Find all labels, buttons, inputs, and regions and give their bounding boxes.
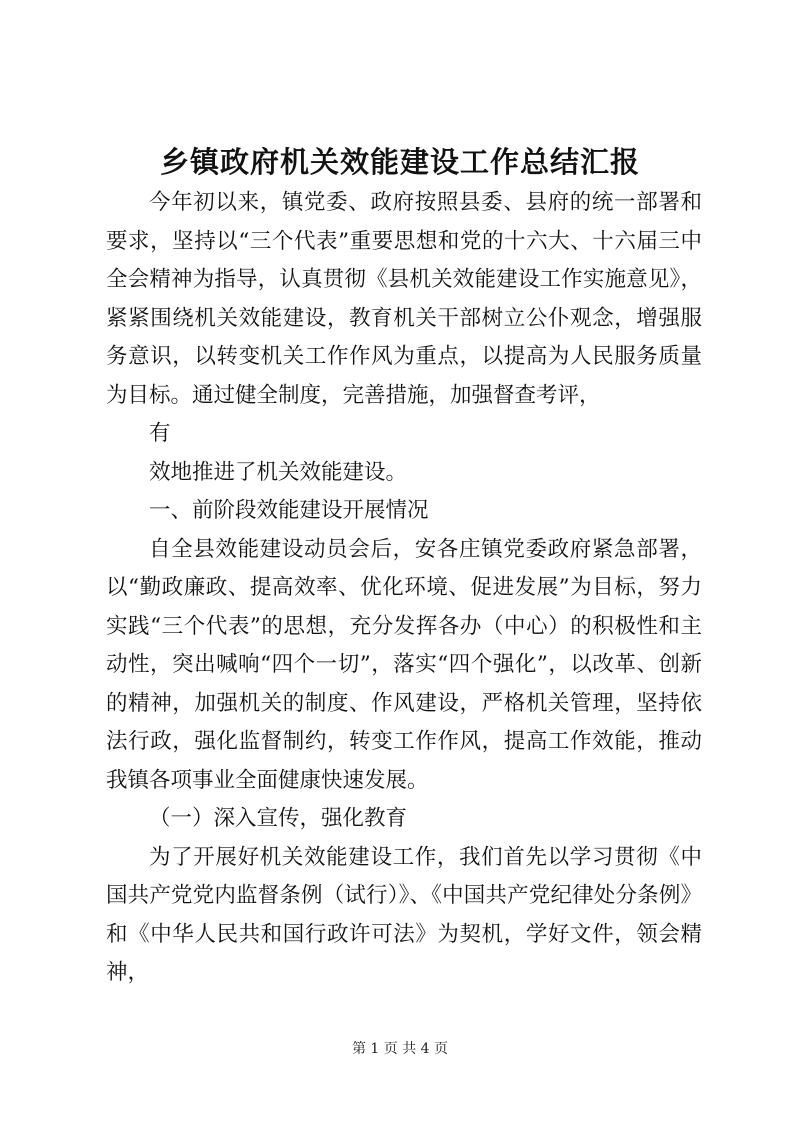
paragraph-subsection-1: 为了开展好机关效能建设工作，我们首先以学习贯彻《中国共产党党内监督条例（试行）》、《中国共产党纪律处分条例》和《中华人民共和国行政许可法》为契机，学好文件，领会精神， bbox=[106, 844, 702, 985]
paragraph-section-1: 自全县效能建设动员会后，安各庄镇党委政府紧急部署，以“勤政廉政、提高效率、优化环境、促进发展”为目标，努力实践“三个代表”的思想，充分发挥各办（中心）的积极性和主动性，突出喊响“四个一切”，落实“四个强化”，以改革、创新的精神，加强机关的制度、作风建设，严格机关管理，坚持依法行政，强化监督制约，转变工作作风，提高工作效能，推动我镇各项事业全面健康快速发展。 bbox=[106, 536, 702, 793]
paragraph-continuation: 效地推进了机关效能建设。 bbox=[149, 459, 408, 485]
paragraph-fragment: 有 bbox=[149, 421, 171, 446]
section-heading: 一、前阶段效能建设开展情况 bbox=[149, 498, 429, 523]
subsection-heading: （一）深入宣传，强化教育 bbox=[149, 806, 408, 831]
page-footer: 第 1 页 共 4 页 bbox=[351, 1041, 449, 1057]
paragraph-intro: 今年初以来，镇党委、政府按照县委、县府的统一部署和要求，坚持以“三个代表”重要思想和党的十六大、十六届三中全会精神为指导，认真贯彻《县机关效能建设工作实施意见》，紧紧围绕机关效能建设，教育机关干部树立公仆观念，增强服务意识，以转变机关工作作风为重点，以提高为人民服务质量为目标。通过健全制度，完善措施，加强督查考评， bbox=[106, 190, 702, 408]
document-title: 乡镇政府机关效能建设工作总结汇报 bbox=[159, 145, 640, 179]
document-body bbox=[106, 184, 702, 993]
